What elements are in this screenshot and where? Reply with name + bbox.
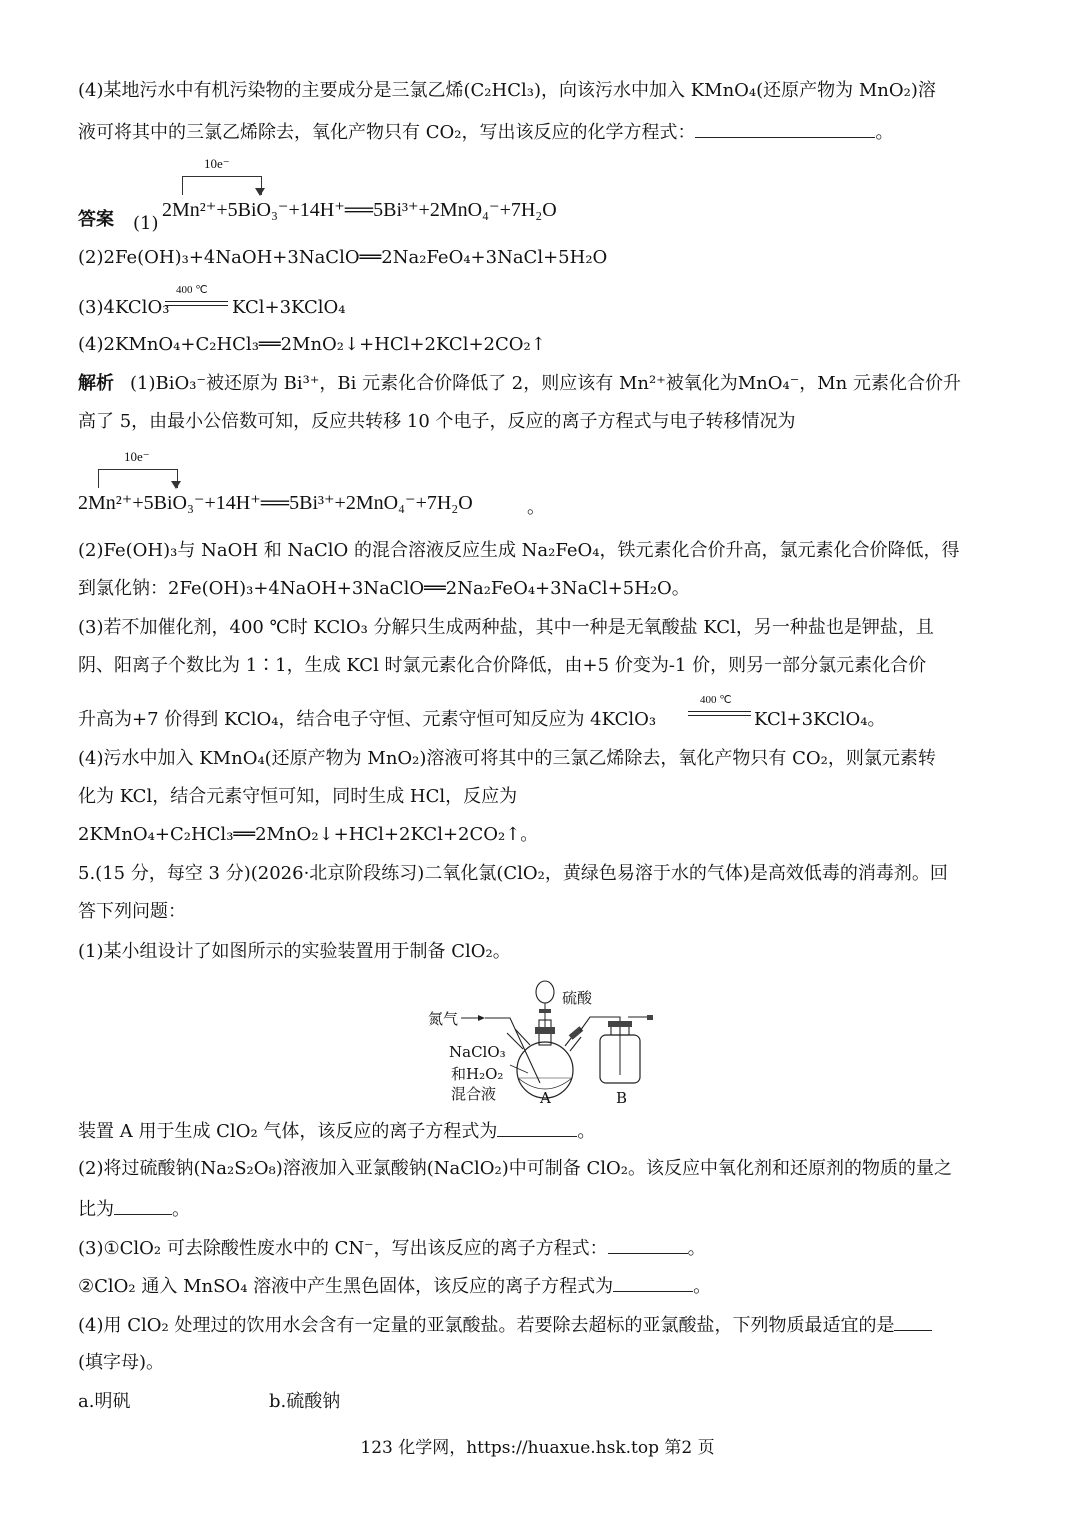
analysis-3-line-3-right: KCl+3KClO₄。 <box>754 709 886 730</box>
q5-3b-text: ②ClO₂ 通入 MnSO₄ 溶液中产生黑色固体，该反应的离子方程式为 <box>78 1276 614 1297</box>
q4-line-2 <box>78 119 998 145</box>
answer-2: (2)2Fe(OH)₃+4NaOH+3NaClO══2Na₂FeO₄+3NaCl+5H₂O <box>78 247 608 268</box>
analysis-3-line-3-left: 升高为+7 价得到 KClO₄，结合电子守恒、元素守恒可知反应为 4KClO₃ <box>78 709 657 730</box>
q5-2-end: 。 <box>172 1199 190 1220</box>
answer-3-right: KCl+3KClO₄ <box>232 297 346 318</box>
answer-blank <box>695 119 875 138</box>
figure-label-mix-1: NaClO₃ <box>449 1043 506 1061</box>
analysis-1-line-1: (1)BiO₃⁻被还原为 Bi³⁺，Bi 元素化合价降低了 2，则应该有 Mn²⁺被氧化为MnO₄⁻，Mn 元素化合价升 <box>130 373 961 394</box>
q5-3b <box>78 1273 998 1299</box>
arrow-head-icon <box>255 188 265 196</box>
analysis-3-line-1: (3)若不加催化剂，400 ℃时 KClO₃ 分解只生成两种盐，其中一种是无氧酸盐 KCl，另一种盐也是钾盐，且 <box>78 617 934 638</box>
answer-3-left: (3)4KClO₃ <box>78 297 170 318</box>
q5-line-1: 5.(15 分，每空 3 分)(2026·北京阶段练习)二氧化氯(ClO₂，黄绿色易溶于水的气体)是高效低毒的消毒剂。回 <box>78 863 948 884</box>
analysis-4-line-1: (4)污水中加入 KMnO₄(还原产物为 MnO₂)溶液可将其中的三氯乙烯除去，氧化产物只有 CO₂，则氯元素转 <box>78 748 936 769</box>
q5-3a <box>78 1235 998 1261</box>
figure-label-b: B <box>616 1089 628 1107</box>
q5-3a-end: 。 <box>687 1238 706 1259</box>
figure-label-acid: 硫酸 <box>562 989 593 1007</box>
analysis-1-line-2: 高了 5，由最小公倍数可知，反应共转移 10 个电子，反应的离子方程式与电子转移情况为 <box>78 411 796 432</box>
answer-label: 答案 <box>78 209 114 230</box>
answer-blank <box>894 1312 932 1331</box>
q5-3a-text: (3)①ClO₂ 可去除酸性废水中的 CN⁻，写出该反应的离子方程式： <box>78 1238 608 1259</box>
q5-2-line-2 <box>78 1196 998 1222</box>
q5-1b <box>78 1118 998 1144</box>
analysis-2-line-2: 到氯化钠：2Fe(OH)₃+4NaOH+3NaClO══2Na₂FeO₄+3NaCl+5H₂O。 <box>78 578 690 599</box>
electron-transfer-bracket-1 <box>182 176 262 195</box>
q5-1-text: (1)某小组设计了如图所示的实验装置用于制备 ClO₂。 <box>78 941 511 962</box>
condition-400c-2: 400 ℃ <box>700 694 732 706</box>
answer-blank <box>114 1196 172 1215</box>
electron-transfer-bracket-2 <box>98 469 178 488</box>
arrow-head-icon <box>171 481 181 489</box>
answer-blank <box>608 1235 688 1254</box>
analysis-label: 解析 <box>78 373 114 394</box>
option-a: a.明矾 <box>78 1391 131 1412</box>
answer-4: (4)2KMnO₄+C₂HCl₃══2MnO₂↓+HCl+2KCl+2CO₂↑ <box>78 334 546 355</box>
analysis-3-line-2: 阴、阳离子个数比为 1∶1，生成 KCl 时氯元素化合价降低，由+5 价变为-1 价，则另一部分氯元素化合价 <box>78 655 927 676</box>
q5-2-line-2-text: 比为 <box>78 1199 114 1220</box>
q5-1b-text: 装置 A 用于生成 ClO₂ 气体，该反应的离子方程式为 <box>78 1121 498 1142</box>
analysis-4-line-3: 2KMnO₄+C₂HCl₃══2MnO₂↓+HCl+2KCl+2CO₂↑。 <box>78 824 539 845</box>
q5-line-2: 答下列问题： <box>78 901 186 922</box>
q4-line-1: (4)某地污水中有机污染物的主要成分是三氯乙烯(C₂HCl₃)，向该污水中加入 KMnO₄(还原产物为 MnO₂)溶 <box>78 80 936 101</box>
q5-4-line-1 <box>78 1312 998 1338</box>
answer-blank <box>497 1118 577 1137</box>
q5-3b-end: 。 <box>693 1276 712 1297</box>
q5-4-line-2: (填字母)。 <box>78 1352 165 1373</box>
electron-transfer-label-1: 10e⁻ <box>204 156 230 171</box>
figure-label-mix-3: 混合液 <box>451 1085 497 1103</box>
analysis-2-line-1: (2)Fe(OH)₃与 NaOH 和 NaClO 的混合溶液反应生成 Na₂FeO₄，铁元素化合价升高，氯元素化合价降低，得 <box>78 540 960 561</box>
equation-2-period: 。 <box>527 497 545 518</box>
electron-transfer-label-2: 10e⁻ <box>124 449 150 464</box>
figure-label-mix-2: 和H₂O₂ <box>451 1065 504 1083</box>
q5-4-line-1-text: (4)用 ClO₂ 处理过的饮用水会含有一定量的亚氯酸盐。若要除去超标的亚氯酸盐，下列物质最适宜的是 <box>78 1315 895 1336</box>
q5-1b-end: 。 <box>577 1121 596 1142</box>
answer-1-prefix: (1) <box>133 213 159 234</box>
equals-bar-1 <box>165 301 228 306</box>
option-b: b.硫酸钠 <box>269 1391 341 1412</box>
ionic-equation-2: 2Mn²⁺+5BiO₃⁻+14H⁺══5Bi³⁺+2MnO₄⁻+7H₂O <box>78 492 473 514</box>
condition-400c-1: 400 ℃ <box>176 284 208 296</box>
q4-line-2-text: 液可将其中的三氯乙烯除去，氧化产物只有 CO₂，写出该反应的化学方程式： <box>78 122 696 143</box>
answer-blank <box>613 1273 693 1292</box>
equals-bar-2 <box>688 711 751 716</box>
page-footer: 123 化学网，https://huaxue.hsk.top 第2 页 <box>360 1438 715 1458</box>
ionic-equation-1: 2Mn²⁺+5BiO₃⁻+14H⁺══5Bi³⁺+2MnO₄⁻+7H₂O <box>162 199 557 221</box>
analysis-4-line-2: 化为 KCl，结合元素守恒可知，同时生成 HCl，反应为 <box>78 786 518 807</box>
figure-label-a: A <box>540 1089 551 1107</box>
q4-line-2-end: 。 <box>875 122 894 143</box>
q5-2-line-1: (2)将过硫酸钠(Na₂S₂O₈)溶液加入亚氯酸钠(NaClO₂)中可制备 ClO₂。该反应中氧化剂和还原剂的物质的量之 <box>78 1158 953 1179</box>
figure-label-gas: 氮气 <box>428 1010 459 1028</box>
